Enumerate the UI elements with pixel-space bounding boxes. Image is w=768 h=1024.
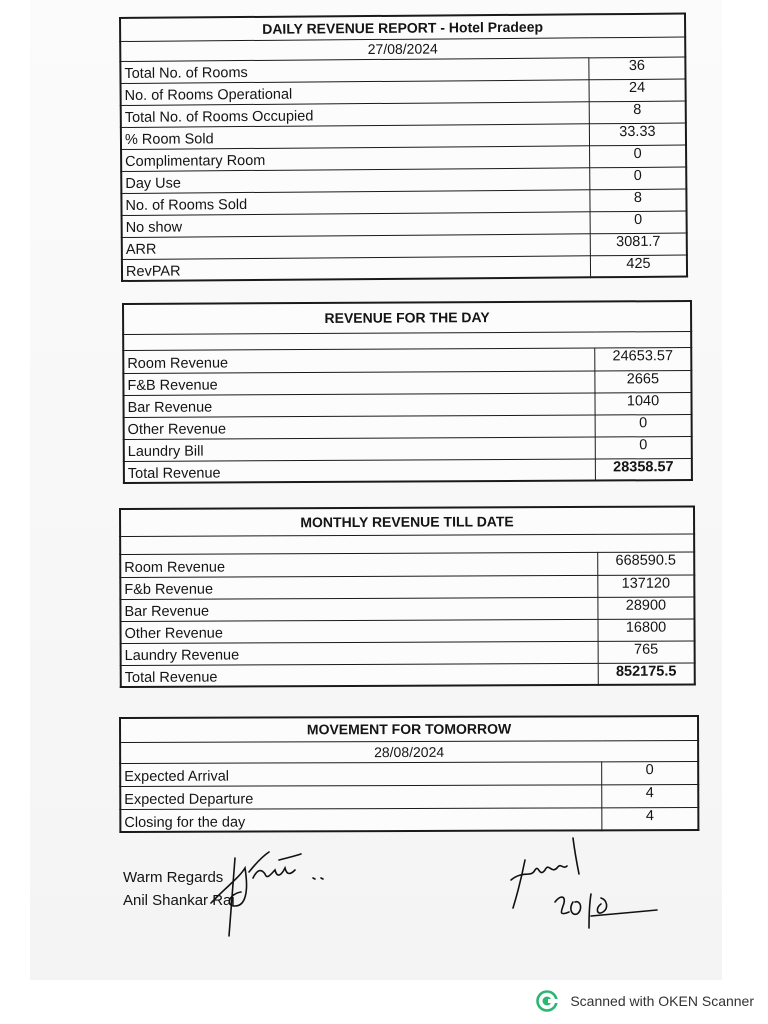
row-value: 0 <box>602 761 699 784</box>
section-title: REVENUE FOR THE DAY <box>123 301 691 334</box>
row-value: 765 <box>598 640 695 662</box>
table-row <box>120 807 698 832</box>
row-label: No. of Rooms Sold <box>121 189 590 215</box>
table-row <box>120 784 698 809</box>
row-value: 1040 <box>595 392 692 415</box>
oken-scanner-logo-icon <box>536 990 558 1012</box>
row-value: 24653.57 <box>595 347 692 371</box>
row-label: No. of Rooms Operational <box>121 79 590 105</box>
row-value: 24 <box>589 79 686 102</box>
row-label: Other Revenue <box>124 415 596 439</box>
handwritten-signature-left <box>205 848 335 940</box>
table-row <box>120 574 694 599</box>
row-value: 137120 <box>598 574 695 596</box>
row-label: Total Revenue <box>121 663 599 687</box>
row-label: RevPAR <box>122 255 591 281</box>
row-label: Closing for the day <box>120 807 602 832</box>
row-value: 2665 <box>595 370 692 393</box>
signatory-name: Anil Shankar Rai <box>123 892 235 909</box>
movement-table <box>119 715 699 833</box>
row-value: 3081.7 <box>590 233 687 256</box>
section-title: MONTHLY REVENUE TILL DATE <box>120 506 694 536</box>
row-label: F&B Revenue <box>123 371 595 395</box>
row-value: 0 <box>590 145 687 168</box>
movement-date: 28/08/2024 <box>120 740 698 763</box>
row-value: 8 <box>589 101 686 124</box>
row-label: Other Revenue <box>120 619 598 643</box>
row-label: Room Revenue <box>123 348 595 373</box>
table-row <box>121 662 695 687</box>
row-value: 0 <box>590 211 687 234</box>
table-row <box>124 436 692 461</box>
table-row <box>120 551 694 577</box>
row-value: 8 <box>590 189 687 212</box>
table-row <box>120 761 698 786</box>
row-label: Day Use <box>121 167 590 193</box>
regards-text: Warm Regards <box>123 869 224 886</box>
row-value: 16800 <box>598 618 695 640</box>
revenue-day-table <box>122 300 693 484</box>
row-value: 425 <box>590 255 687 278</box>
report-date: 27/08/2024 <box>120 37 685 61</box>
table-row <box>123 392 691 417</box>
table-row <box>124 414 692 439</box>
row-label: Laundry Bill <box>124 437 596 461</box>
row-label: Expected Departure <box>120 784 602 809</box>
row-value: 0 <box>590 167 687 190</box>
section-title: MOVEMENT FOR TOMORROW <box>120 716 698 742</box>
row-value: 28358.57 <box>595 458 692 481</box>
row-value: 28900 <box>598 596 695 618</box>
row-label: ARR <box>122 233 591 259</box>
row-value: 852175.5 <box>598 662 695 684</box>
table-row <box>120 618 694 643</box>
table-row <box>122 255 687 281</box>
daily-revenue-table <box>119 13 688 282</box>
table-row <box>120 596 694 621</box>
row-value: 33.33 <box>589 123 686 146</box>
row-label: Total No. of Rooms Occupied <box>121 101 590 127</box>
row-label: % Room Sold <box>121 123 590 149</box>
scanner-footer <box>536 990 754 1012</box>
table-row <box>124 458 692 483</box>
row-value: 0 <box>595 414 692 437</box>
row-value: 36 <box>589 57 686 80</box>
table-row <box>123 347 691 373</box>
row-label: Bar Revenue <box>123 393 595 417</box>
table-row <box>121 640 695 665</box>
scanner-footer-text: Scanned with OKEN Scanner <box>570 993 754 1009</box>
handwritten-signature-right <box>505 830 665 935</box>
row-label: Total No. of Rooms <box>120 57 589 83</box>
row-label: No show <box>122 211 591 237</box>
row-label: Room Revenue <box>120 552 598 577</box>
monthly-revenue-table <box>119 505 696 688</box>
report-title: DAILY REVENUE REPORT - Hotel Pradeep <box>120 14 685 41</box>
row-value: 0 <box>595 436 692 459</box>
row-value: 4 <box>602 807 699 830</box>
row-value: 4 <box>602 784 699 807</box>
row-label: Total Revenue <box>124 459 596 483</box>
row-label: Bar Revenue <box>120 597 598 621</box>
row-label: Expected Arrival <box>120 761 602 786</box>
row-label: F&b Revenue <box>120 575 598 599</box>
row-value: 668590.5 <box>598 551 695 574</box>
row-label: Complimentary Room <box>121 145 590 171</box>
row-label: Laundry Revenue <box>121 641 599 665</box>
table-row <box>123 370 691 395</box>
